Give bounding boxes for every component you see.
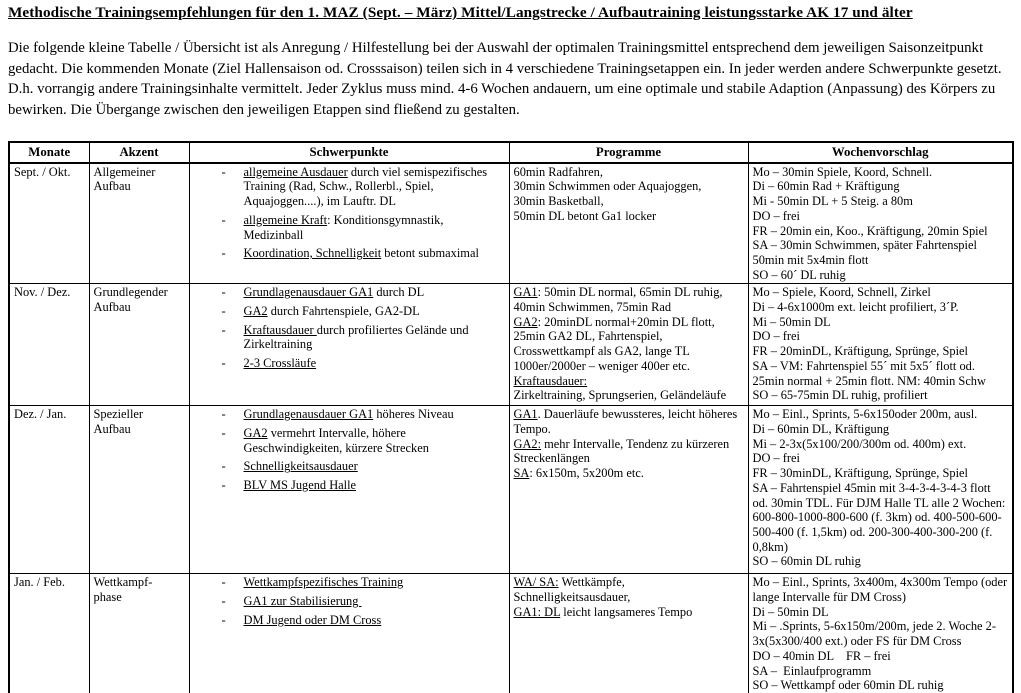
column-header-programme: Programme: [509, 142, 748, 163]
table-row-sept-okt: [9, 163, 1013, 284]
cell-schwerpunkte: - Grundlagenausdauer GA1 höheres Niveau - GA2 vermehrt Intervalle, höhere Geschwindigkeiten, kürzere Strecken - Schnelligkeitsausdauer - BLV MS Jugend Halle: [189, 406, 509, 574]
cell-programme: 60min Radfahren, 30min Schwimmen oder Aquajoggen, 30min Basketball, 50min DL betont Ga1 locker: [509, 163, 748, 284]
intro-paragraph: Die folgende kleine Tabelle / Übersicht ist als Anregung / Hilfestellung bei der Auswahl der optimalen Trainingsmittel entsprechend dem jeweiligen Saisonzeitpunkt gedacht. Die kommenden Monate (Ziel Hallensaison od. Crosssaison) teilen sich in 4 verschiedene Trainingsetappen ein. In jeder werden andere Schwerpunkte gesetzt. D.h. vorrangig andere Trainingsinhalte vermittelt. Jeder Zyklus muss mind. 4-6 Wochen andauern, um eine optimale und stabile Adaption (Anpassung) des Körpers zu bewirken. Die Übergange zwischen den jeweiligen Etappen sind fließend zu gestalten.: [8, 40, 1002, 118]
cell-akzent: Spezieller Aufbau: [89, 406, 189, 574]
cell-akzent: Wettkampf- phase: [89, 574, 189, 693]
cell-programme: WA/ SA: Wettkämpfe, Schnelligkeitsausdauer, GA1: DL leicht langsameres Tempo: [509, 574, 748, 693]
table-row-dez-jan: [9, 406, 1013, 574]
table-row-nov-dez: [9, 284, 1013, 406]
table-header-row: [9, 142, 1013, 163]
cell-schwerpunkte: - Grundlagenausdauer GA1 durch DL - GA2 durch Fahrtenspiele, GA2-DL - Kraftausdauer durch profiliertes Gelände und Zirkeltraining - 2-3 Crossläufe: [189, 284, 509, 406]
table-row-jan-feb: [9, 574, 1013, 693]
column-header-monate: Monate: [9, 142, 89, 163]
cell-monate: Dez. / Jan.: [9, 406, 89, 574]
cell-monate: Sept. / Okt.: [9, 163, 89, 284]
cell-akzent: Grundlegender Aufbau: [89, 284, 189, 406]
cell-wochenvorschlag: Mo – Spiele, Koord, Schnell, Zirkel Di – 4-6x1000m ext. leicht profiliert, 3´P. Mi – 50min DL DO – frei FR – 20minDL, Kräftigung, Sprünge, Spiel SA – VM: Fahrtenspiel 55´ mit 5x5´ flott od. 25min normal + 25min flott. NM: 40min Schw SO – 65-75min DL ruhig, profiliert: [748, 284, 1013, 406]
column-header-wochenvorschlag: Wochenvorschlag: [748, 142, 1013, 163]
cell-monate: Jan. / Feb.: [9, 574, 89, 693]
column-header-akzent: Akzent: [89, 142, 189, 163]
cell-monate: Nov. / Dez.: [9, 284, 89, 406]
document-title: Methodische Trainingsempfehlungen für den 1. MAZ (Sept. – März) Mittel/Langstrecke / Aufbautraining leistungsstarke AK 17 und älter: [8, 4, 913, 21]
cell-schwerpunkte: - Wettkampfspezifisches Training - GA1 zur Stabilisierung - DM Jugend oder DM Cross: [189, 574, 509, 693]
cell-wochenvorschlag: Mo – Einl., Sprints, 3x400m, 4x300m Tempo (oder lange Intervalle für DM Cross) Di – 50min DL Mi – .Sprints, 5-6x150m/200m, jede 2. Woche 2-3x(5x300/400 ext.) oder FS für DM Cross DO – 40min DL FR – frei SA – Einlaufprogramm SO – Wettkampf oder 60min DL ruhig: [748, 574, 1013, 693]
column-header-schwerpunkte: Schwerpunkte: [189, 142, 509, 163]
training-plan-table: [8, 141, 1014, 693]
cell-programme: GA1: 50min DL normal, 65min DL ruhig, 40min Schwimmen, 75min Rad GA2: 20minDL normal+20min DL flott, 25min GA2 DL, Fahrtenspiel, Crosswettkampf als GA2, lange TL 1000er/2000er – weniger 400er etc. Kraftausdauer: Zirkeltraining, Sprungserien, Geländeläufe: [509, 284, 748, 406]
cell-schwerpunkte: - allgemeine Ausdauer durch viel semispezifisches Training (Rad, Schw., Rollerbl., Spiel, Aquajoggen....), im Lauftr. DL - allgemeine Kraft: Konditionsgymnastik, Medizinball - Koordination, Schnelligkeit betont submaximal: [189, 163, 509, 284]
cell-akzent: Allgemeiner Aufbau: [89, 163, 189, 284]
cell-wochenvorschlag: Mo – 30min Spiele, Koord, Schnell. Di – 60min Rad + Kräftigung Mi - 50min DL + 5 Steig. a 80m DO – frei FR – 20min ein, Koo., Kräftigung, 20min Spiel SA – 30min Schwimmen, später Fahrtenspiel 50min mit 5x4min flott SO – 60´ DL ruhig: [748, 163, 1013, 284]
cell-programme: GA1. Dauerläufe bewussteres, leicht höheres Tempo. GA2: mehr Intervalle, Tendenz zu kürzeren Streckenlängen SA: 6x150m, 5x200m etc.: [509, 406, 748, 574]
cell-wochenvorschlag: Mo – Einl., Sprints, 5-6x150oder 200m, ausl. Di – 60min DL, Kräftigung Mi – 2-3x(5x100/200/300m od. 400m) ext. DO – frei FR – 30minDL, Kräftigung, Sprünge, Spiel SA – Fahrtenspiel 45min mit 3-4-3-4-3-4-3 flott od. 30min TDL. Für DJM Halle TL alle 2 Wochen: 600-800-1000-800-600 (f. 3km) od. 400-500-600-500-400 (f. 1,5km) od. 200-300-400-300-200 (f. 0,8km) SO – 60min DL ruhig: [748, 406, 1013, 574]
